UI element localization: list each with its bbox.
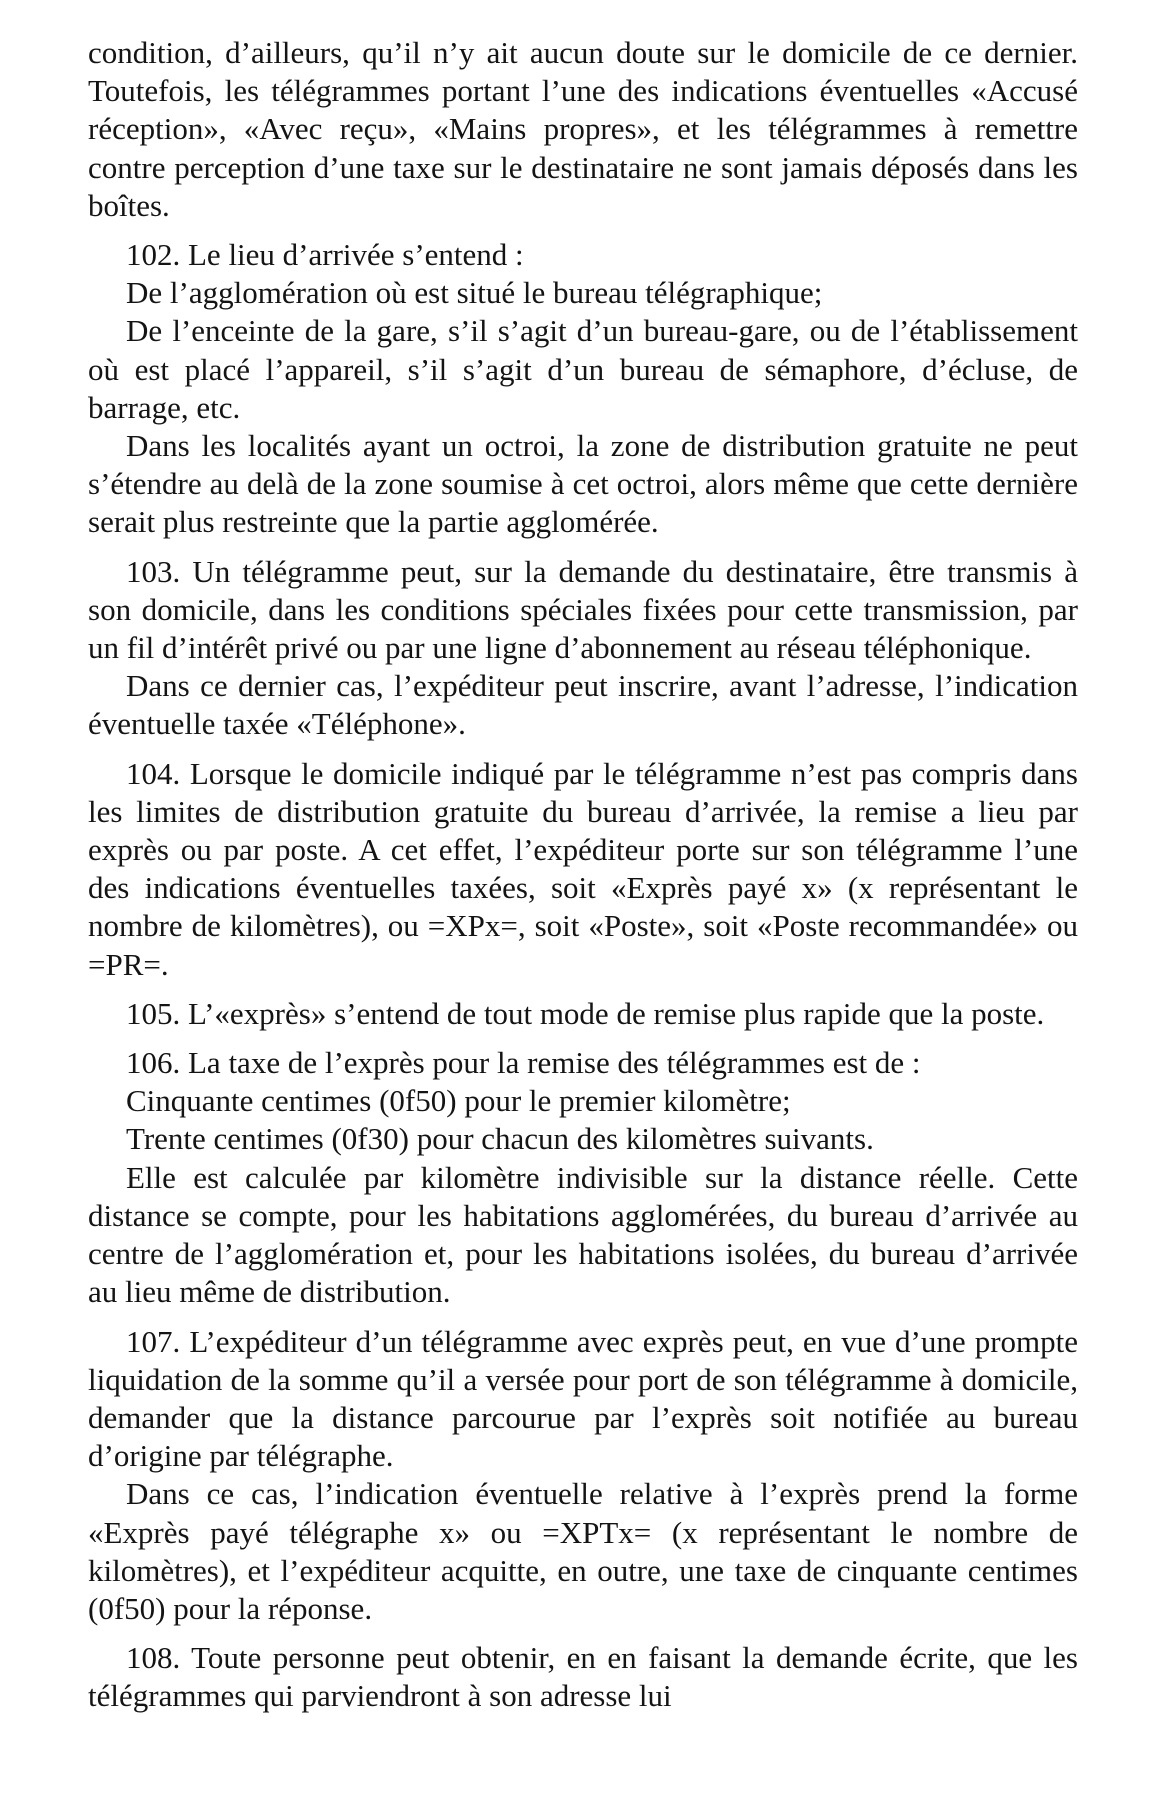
paragraph-106-rate-first: Cinquante centimes (0f50) pour le premier kilomètre; — [126, 1083, 791, 1119]
paragraph-103-telephone: Dans ce dernier cas, l’expéditeur peut inscrire, avant l’adresse, l’indication éventuelle taxée «Téléphone». — [88, 668, 1078, 742]
paragraph-105: 105. L’«exprès» s’entend de tout mode de remise plus rapide que la poste. — [126, 995, 1045, 1031]
paragraph-104: 104. Lorsque le domicile indiqué par le télégramme n’est pas compris dans les limites de distribution gratuite du bureau d’arrivée, la remise a lieu par exprès ou par poste. A cet effet, l’expéditeur porte sur son télégramme l’une des indications éventuelles taxées, soit «Exprès payé x» (x représentant le nombre de kilomètres), ou =XPx=, soit «Poste», soit «Poste recommandée» ou =PR=. — [88, 755, 1078, 982]
paragraph-continuation: condition, d’ailleurs, qu’il n’y ait aucun doute sur le domicile de ce dernier. Toutefois, les télégrammes portant l’une des indications éventuelles «Accusé réception», «Avec reçu», «Mains propres», et les télégrammes à remettre contre perception d’une taxe sur le destinataire ne sont jamais déposés dans les boîtes. — [88, 35, 1078, 223]
document-page — [88, 34, 1078, 1716]
paragraph-107: 107. L’expéditeur d’un télégramme avec exprès peut, en vue d’une prompte liquidation de la somme qu’il a versée pour port de son télégramme à domicile, demander que la distance parcourue par l’exprès soit notifiée au bureau d’origine par télégraphe. — [88, 1323, 1078, 1474]
paragraph-102-octroi: Dans les localités ayant un octroi, la zone de distribution gratuite ne peut s’étendre au delà de la zone soumise à cet octroi, alors même que cette dernière serait plus restreinte que la partie agglomérée. — [88, 428, 1078, 540]
paragraph-103: 103. Un télégramme peut, sur la demande du destinataire, être transmis à son domicile, dans les conditions spéciales fixées pour cette transmission, par un fil d’intérêt privé ou par une ligne d’abonnement au réseau téléphonique. — [88, 553, 1078, 666]
paragraph-102: 102. Le lieu d’arrivée s’entend : — [126, 237, 524, 273]
paragraph-102-item-1: De l’agglomération où est situé le bureau télégraphique; — [126, 275, 823, 311]
paragraph-108: 108. Toute personne peut obtenir, en en faisant la demande écrite, que les télégrammes qui parviendront à son adresse lui — [88, 1640, 1078, 1714]
paragraph-106: 106. La taxe de l’exprès pour la remise des télégrammes est de : — [126, 1045, 921, 1081]
paragraph-106-calculation: Elle est calculée par kilomètre indivisible sur la distance réelle. Cette distance se compte, pour les habitations agglomérées, du bureau d’arrivée au centre de l’agglomération et, pour les habitations isolées, du bureau d’arrivée au lieu même de distribution. — [88, 1159, 1078, 1310]
paragraph-107-telegraph: Dans ce cas, l’indication éventuelle relative à l’exprès prend la forme «Exprès payé télégraphe x» ou =XPTx= (x représentant le nombre de kilomètres), et l’expéditeur acquitte, en outre, une taxe de cinquante centimes (0f50) pour la réponse. — [88, 1476, 1078, 1626]
paragraph-102-item-2: De l’enceinte de la gare, s’il s’agit d’un bureau-gare, ou de l’établissement où est placé l’appareil, s’il s’agit d’un bureau de sémaphore, d’écluse, de barrage, etc. — [88, 313, 1078, 425]
paragraph-106-rate-next: Trente centimes (0f30) pour chacun des kilomètres suivants. — [126, 1121, 874, 1157]
